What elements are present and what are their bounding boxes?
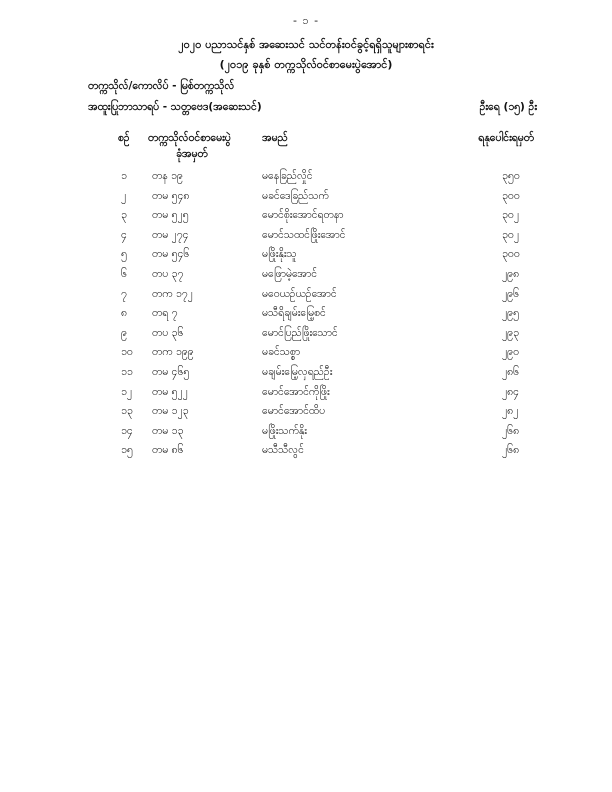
row-roll: တပ ၃၆ xyxy=(152,326,184,339)
column-header-roll-line1: တက္ကသိုလ်ဝင်စာမေးပွဲ xyxy=(148,132,231,144)
row-marks: ၃၅၀ xyxy=(502,170,520,182)
column-header-name: အမည် xyxy=(262,132,288,144)
row-name: မခင်ဒေခြည်သက် xyxy=(262,189,329,202)
row-number: ၄ xyxy=(121,228,127,241)
table-row xyxy=(0,229,612,249)
row-number: ၁၁ xyxy=(121,365,133,378)
university-line: တက္ကသိုလ်/ကောလိပ် - မြစ်တက္ကသိုလ် xyxy=(88,80,235,92)
row-number: ၆ xyxy=(121,267,127,280)
table-row xyxy=(0,444,612,464)
row-marks: ၂၆၈ xyxy=(502,444,520,457)
row-roll: တမ ၁၂၃ xyxy=(152,405,189,418)
row-roll: တက ၁၉၉ xyxy=(152,346,194,359)
row-roll: တမ ၁၃ xyxy=(152,424,184,437)
row-number: ၈ xyxy=(121,307,127,320)
table-row xyxy=(0,209,612,229)
row-roll: တမ ၅၄၆ xyxy=(152,248,190,261)
row-number: ၁ xyxy=(121,170,127,182)
total-count: ဦးရေ (၁၅) ဦး xyxy=(479,101,537,113)
row-name: မဖြိုးသက်နိုး xyxy=(262,424,307,437)
row-name: မဖြိုးနိုးသူ xyxy=(262,248,297,261)
table-row xyxy=(0,170,612,190)
row-number: ၁၂ xyxy=(121,385,133,398)
results-table-body xyxy=(0,170,612,464)
row-roll: တန ၁၉ xyxy=(152,170,183,182)
row-marks: ၂၈၄ xyxy=(502,385,520,398)
row-number: ၁၄ xyxy=(121,424,133,437)
row-number: ၁၀ xyxy=(121,346,133,359)
column-header-roll xyxy=(148,130,231,162)
table-row xyxy=(0,248,612,268)
row-roll: တရ ၇ xyxy=(152,307,178,320)
row-name: မဝေယဉ်ယဉ်အောင် xyxy=(262,287,337,300)
row-marks: ၂၉၅ xyxy=(502,307,519,320)
row-roll: တမ ၅၂၂ xyxy=(152,385,188,398)
page-number: - ၁ - xyxy=(292,14,320,27)
table-row xyxy=(0,307,612,327)
row-name: မောင်ပြည်ဖြိုးသောင် xyxy=(262,326,338,339)
table-row xyxy=(0,346,612,366)
row-number: ၁၅ xyxy=(121,444,133,457)
row-number: ၇ xyxy=(121,287,127,300)
row-number: ၂ xyxy=(121,189,127,202)
row-marks: ၃၀၂ xyxy=(502,228,519,241)
table-row xyxy=(0,327,612,347)
row-number: ၅ xyxy=(121,248,127,261)
row-roll: တမ ၄၆၅ xyxy=(152,365,190,378)
row-roll: တက ၁၇၂ xyxy=(152,287,193,300)
column-header-no: စဉ် xyxy=(118,132,130,144)
table-row xyxy=(0,190,612,210)
row-name: မနေခြည်လှိုင် xyxy=(262,170,313,182)
row-roll: တမ ၅၂၅ xyxy=(152,209,189,222)
row-name: မဖြောမဲ့အောင် xyxy=(262,267,318,280)
row-name: မချမ်းမြေ့လှရည်ဦး xyxy=(262,365,333,378)
row-roll: တမ ၈၆ xyxy=(152,444,184,457)
table-row xyxy=(0,288,612,308)
row-number: ၃ xyxy=(121,209,127,222)
row-marks: ၂၈၂ xyxy=(502,405,519,418)
table-row xyxy=(0,268,612,288)
row-roll: တမ ၅၄၈ xyxy=(152,189,190,202)
row-marks: ၂၆၈ xyxy=(502,424,520,437)
document-subtitle: (၂၀၁၉ ခုနှစ် တက္ကသိုလ်ဝင်စာမေးပွဲအောင်) xyxy=(219,58,393,71)
row-marks: ၂၈၆ xyxy=(502,365,520,378)
row-name: မောင်အောင်ထိပ xyxy=(262,405,326,418)
table-row xyxy=(0,386,612,406)
document-title: ၂၀၂၀ ပညာသင်နှစ် အဆေးသင် သင်တန်းဝင်ခွင့်ရရှိသူများစာရင်း xyxy=(178,38,434,51)
row-roll: တပ ၃၇ xyxy=(152,267,184,280)
table-row xyxy=(0,405,612,425)
row-number: ၁၃ xyxy=(121,405,133,418)
row-roll: တမ ၂၇၄ xyxy=(152,228,189,241)
row-marks: ၂၉၈ xyxy=(502,267,520,280)
row-number: ၉ xyxy=(121,326,127,339)
subject-line: အထူးပြုဘာသာရပ် - သတ္တဗေဒ(အဆေးသင်) xyxy=(88,101,262,113)
column-header-marks: ရနုပေါင်းရမှတ် xyxy=(478,132,534,144)
table-row xyxy=(0,366,612,386)
row-marks: ၂၉၆ xyxy=(502,287,519,300)
row-marks: ၃၀၀ xyxy=(502,189,520,202)
row-name: မသီသီလွင် xyxy=(262,444,304,457)
row-marks: ၃၀၂ xyxy=(502,209,519,222)
row-name: မောင်စိုးအောင်ရတနာ xyxy=(262,209,344,222)
row-marks: ၂၉၃ xyxy=(502,326,519,339)
row-name: မသီရိချမ်းမြေ့စင် xyxy=(262,307,326,320)
table-row xyxy=(0,425,612,445)
row-marks: ၃၀၀ xyxy=(502,248,520,261)
row-name: မောင်သထင်ဖြိုးအောင် xyxy=(262,228,346,241)
row-name: မခင်သစ္စာ xyxy=(262,346,301,359)
row-marks: ၂၉၀ xyxy=(502,346,519,359)
column-header-roll-line2: ခုံအမှတ် xyxy=(176,148,208,160)
row-name: မောင်အောင်ကိုဖြိုး xyxy=(262,385,330,398)
